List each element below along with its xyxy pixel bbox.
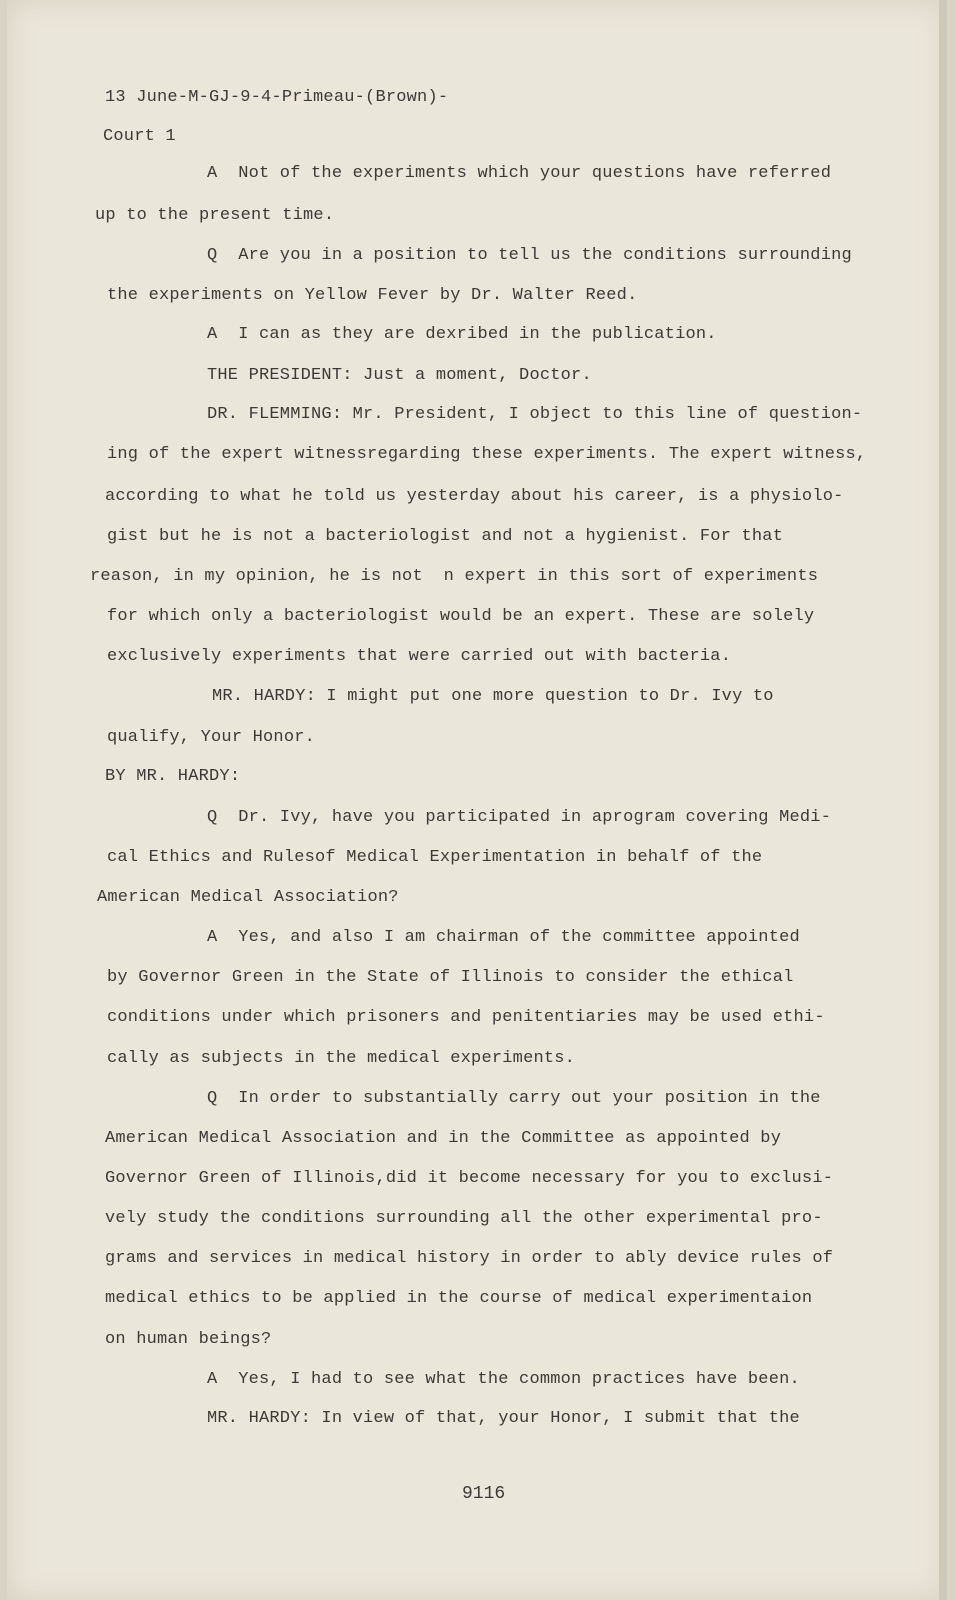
- text-line: American Medical Association?: [97, 888, 399, 907]
- text-line: DR. FLEMMING: Mr. President, I object to this line of question-: [207, 405, 863, 424]
- text-line: Q Dr. Ivy, have you participated in aprogram covering Medi-: [207, 808, 832, 827]
- text-line: Q Are you in a position to tell us the conditions surrounding: [207, 246, 852, 265]
- text-line: cally as subjects in the medical experiments.: [107, 1049, 576, 1068]
- text-line: medical ethics to be applied in the course of medical experimentaion: [105, 1289, 813, 1308]
- text-line: A Yes, I had to see what the common practices have been.: [207, 1370, 800, 1389]
- text-line: American Medical Association and in the Committee as appointed by: [105, 1129, 782, 1148]
- text-line: Q In order to substantially carry out your position in the: [207, 1089, 821, 1108]
- page-number: 9116: [462, 1484, 506, 1504]
- text-line: reason, in my opinion, he is not n expert in this sort of experiments: [90, 567, 819, 586]
- text-line: BY MR. HARDY:: [105, 767, 241, 786]
- text-line: exclusively experiments that were carried out with bacteria.: [107, 647, 732, 666]
- text-line: A I can as they are dexribed in the publication.: [207, 325, 717, 344]
- text-line: conditions under which prisoners and penitentiaries may be used ethi-: [107, 1008, 825, 1027]
- text-line: THE PRESIDENT: Just a moment, Doctor.: [207, 366, 592, 385]
- text-line: for which only a bacteriologist would be an expert. These are solely: [107, 607, 815, 626]
- text-line: qualify, Your Honor.: [107, 728, 316, 747]
- text-line: Governor Green of Illinois,did it become necessary for you to exclusi-: [105, 1169, 834, 1188]
- text-line: by Governor Green in the State of Illinois to consider the ethical: [107, 968, 794, 987]
- text-line: the experiments on Yellow Fever by Dr. Walter Reed.: [107, 286, 638, 305]
- text-line: up to the present time.: [95, 206, 335, 225]
- text-line: MR. HARDY: In view of that, your Honor, I submit that the: [207, 1409, 800, 1428]
- document-page: [7, 0, 947, 1600]
- text-line: MR. HARDY: I might put one more question to Dr. Ivy to: [212, 687, 774, 706]
- header-court: Court 1: [103, 127, 176, 146]
- page-edge-shadow: [939, 0, 947, 1600]
- text-line: on human beings?: [105, 1330, 272, 1349]
- text-line: vely study the conditions surrounding all the other experimental pro-: [105, 1209, 823, 1228]
- text-line: grams and services in medical history in order to ably device rules of: [105, 1249, 834, 1268]
- text-line: A Yes, and also I am chairman of the committee appointed: [207, 928, 800, 947]
- text-line: cal Ethics and Rulesof Medical Experimentation in behalf of the: [107, 848, 763, 867]
- text-line: A Not of the experiments which your questions have referred: [207, 164, 832, 183]
- text-line: ing of the expert witnessregarding these experiments. The expert witness,: [107, 445, 867, 464]
- text-line: gist but he is not a bacteriologist and not a hygienist. For that: [107, 527, 784, 546]
- header-reference: 13 June-M-GJ-9-4-Primeau-(Brown)-: [105, 88, 449, 107]
- text-line: according to what he told us yesterday about his career, is a physiolo-: [105, 487, 844, 506]
